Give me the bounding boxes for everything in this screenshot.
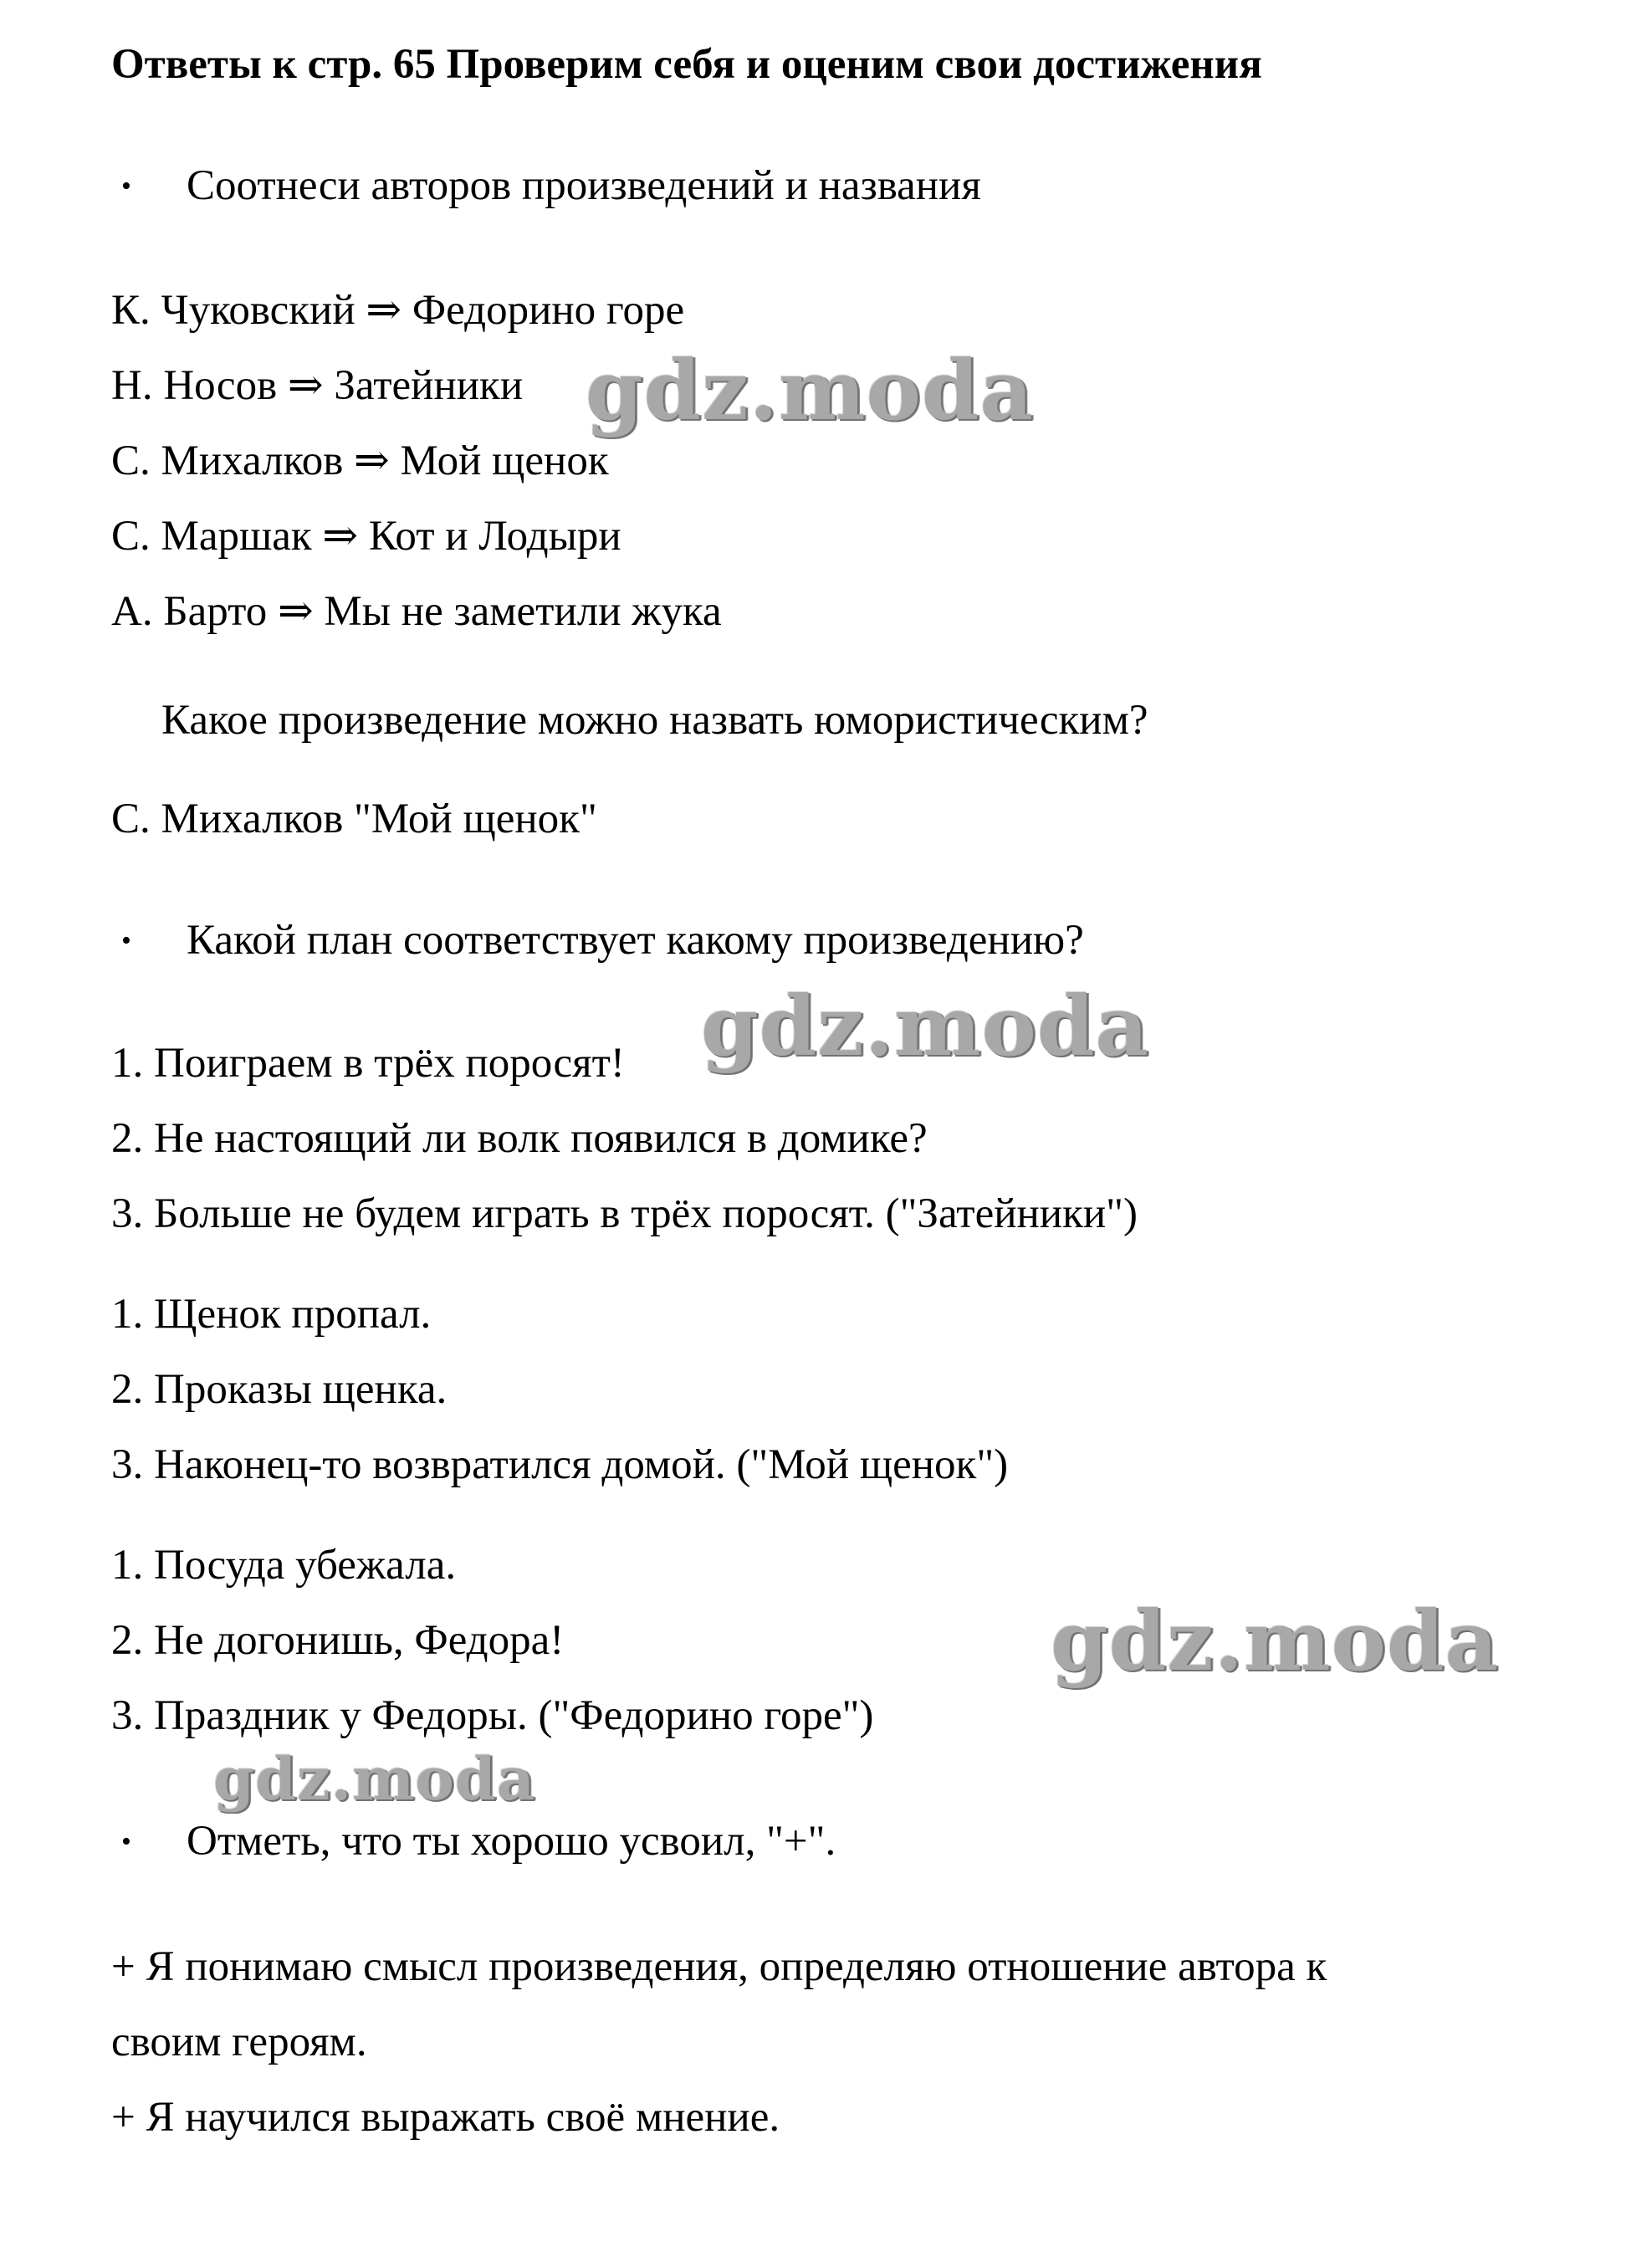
plan-line: 3. Праздник у Федоры. ("Федорино горе") — [111, 1692, 874, 1739]
watermark-logo: gdz.moda — [213, 1744, 536, 1814]
answer-text: С. Михалков "Мой щенок" — [111, 796, 597, 842]
section1-bullet-text: Соотнеси авторов произведений и названия — [187, 162, 981, 209]
watermark-logo: gdz.moda — [1051, 1594, 1499, 1690]
bullet-icon: • — [121, 170, 131, 202]
plan-line: 2. Не настоящий ли волк появился в домике? — [111, 1115, 928, 1162]
bullet-icon: • — [121, 924, 131, 956]
page-title: Ответы к стр. 65 Проверим себя и оценим свои достижения — [111, 41, 1262, 88]
pair-line: С. Маршак ⇒ Кот и Лодыри — [111, 513, 621, 560]
self-check-line: + Я понимаю смысл произведения, определяю отношение автора к — [111, 1943, 1327, 1990]
pair-line: Н. Носов ⇒ Затейники — [111, 362, 524, 409]
section3-bullet-text: Отметь, что ты хорошо усвоил, "+". — [187, 1818, 836, 1865]
pair-line: А. Барто ⇒ Мы не заметили жука — [111, 588, 722, 635]
plan-line: 1. Посуда убежала. — [111, 1542, 457, 1589]
plan-line: 1. Щенок пропал. — [111, 1291, 432, 1338]
section2-bullet — [121, 916, 1084, 965]
self-check-line: своим героям. — [111, 2019, 367, 2065]
watermark-logo: gdz.moda — [701, 979, 1149, 1075]
question-text: Какое произведение можно назвать юмористическим? — [161, 697, 1148, 744]
plan-line: 3. Больше не будем играть в трёх поросят. ("Затейники") — [111, 1190, 1138, 1237]
section3-bullet — [121, 1817, 836, 1866]
pair-line: С. Михалков ⇒ Мой щенок — [111, 438, 609, 484]
self-check-line: + Я научился выражать своё мнение. — [111, 2094, 780, 2141]
plan-line: 1. Поиграем в трёх поросят! — [111, 1040, 625, 1087]
section2-bullet-text: Какой план соответствует какому произведению? — [187, 917, 1084, 964]
pair-line: К. Чуковский ⇒ Федорино горе — [111, 287, 685, 334]
plan-line: 2. Проказы щенка. — [111, 1366, 448, 1413]
plan-line: 3. Наконец-то возвратился домой. ("Мой щенок") — [111, 1441, 1009, 1488]
plan-line: 2. Не догонишь, Федора! — [111, 1617, 565, 1664]
section1-bullet — [121, 161, 981, 211]
bullet-icon: • — [121, 1825, 131, 1857]
watermark-logo: gdz.moda — [586, 343, 1034, 439]
